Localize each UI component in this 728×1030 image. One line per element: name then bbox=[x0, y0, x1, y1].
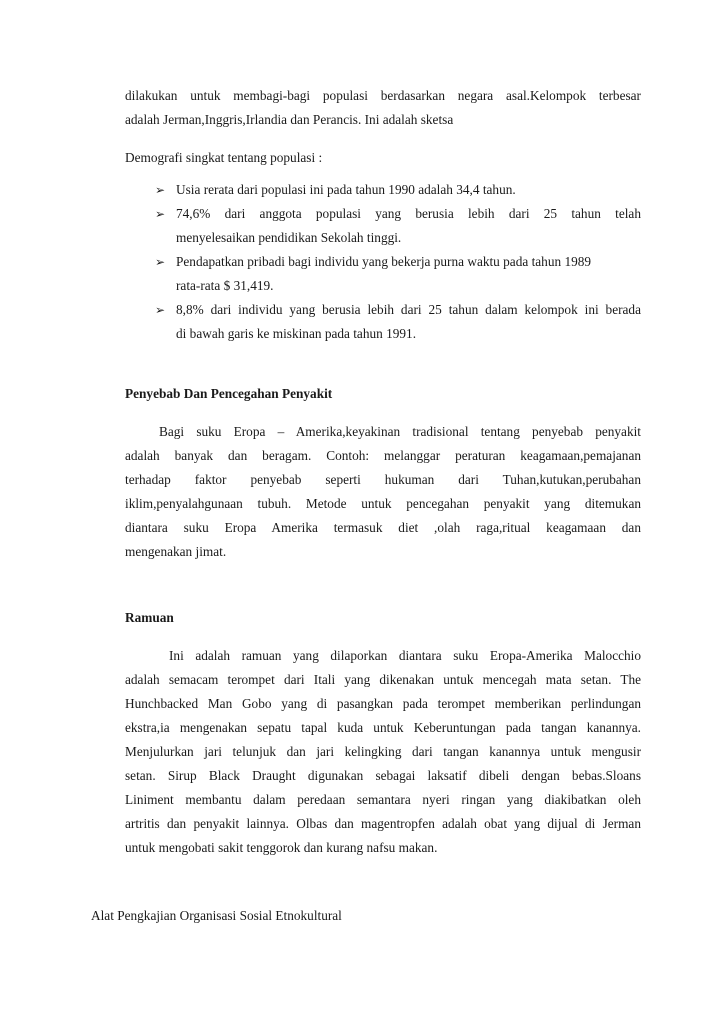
arrowhead-bullet-icon: ➢ bbox=[155, 255, 166, 269]
paragraph-line: untuk mengobati sakit tenggorok dan kurang nafsu makan. bbox=[125, 840, 438, 855]
arrowhead-bullet-icon: ➢ bbox=[155, 183, 166, 197]
list-item: ➢ Pendapatkan pribadi bagi individu yang bekerja purna waktu pada tahun 1989 rata-rata $ 31,419. bbox=[155, 250, 641, 298]
intro-paragraph bbox=[125, 84, 641, 132]
paragraph-line: adalah semacam terompet dari Itali yang dikenakan untuk mencegah mata setan. The bbox=[125, 672, 641, 687]
paragraph-line: iklim,penyalahgunaan tubuh. Metode untuk pencegahan penyakit yang ditemukan bbox=[125, 496, 641, 511]
ramuan-paragraph bbox=[125, 644, 641, 860]
section-heading-penyebab: Penyebab Dan Pencegahan Penyakit bbox=[125, 386, 333, 401]
list-item: ➢ Usia rerata dari populasi ini pada tahun 1990 adalah 34,4 tahun. bbox=[155, 178, 641, 202]
paragraph-line: ekstra,ia mengenakan sepatu tapal kuda untuk Keberuntungan pada tangan kanannya. bbox=[125, 720, 641, 735]
paragraph-line: Bagi suku Eropa – Amerika,keyakinan tradisional tentang penyebab penyakit bbox=[159, 424, 641, 439]
list-item: ➢ 8,8% dari individu yang berusia lebih dari 25 tahun dalam kelompok ini berada di bawah garis ke miskinan pada tahun 1991. bbox=[155, 298, 641, 346]
paragraph-line: artritis dan penyakit lainnya. Olbas dan magentropfen adalah obat yang dijual di Jerman bbox=[125, 816, 641, 831]
paragraph-line: Liniment membantu dalam peredaan semantara nyeri ringan yang diakibatkan oleh bbox=[125, 792, 641, 807]
arrowhead-bullet-icon: ➢ bbox=[155, 303, 166, 317]
paragraph-line: Hunchbacked Man Gobo yang di pasangkan pada terompet memberikan perlindungan bbox=[125, 696, 641, 711]
list-item: ➢ 74,6% dari anggota populasi yang berusia lebih dari 25 tahun telah menyelesaikan pendidikan Sekolah tinggi. bbox=[155, 202, 641, 250]
paragraph-line: Menjulurkan jari telunjuk dan jari kelingking dari tangan kanannya untuk mengusir bbox=[125, 744, 641, 759]
penyebab-paragraph bbox=[125, 420, 641, 564]
paragraph-line: Ini adalah ramuan yang dilaporkan diantara suku Eropa-Amerika Malocchio bbox=[169, 648, 641, 663]
paragraph-line: adalah Jerman,Inggris,Irlandia dan Perancis. Ini adalah sketsa bbox=[125, 112, 454, 127]
paragraph-line: diantara suku Eropa Amerika termasuk diet ,olah raga,ritual keagamaan dan bbox=[125, 520, 641, 535]
paragraph-line: mengenakan jimat. bbox=[125, 544, 227, 559]
paragraph-line: setan. Sirup Black Draught digunakan sebagai laksatif dibeli dengan bebas.Sloans bbox=[125, 768, 641, 783]
paragraph-line: dilakukan untuk membagi-bagi populasi berdasarkan negara asal.Kelompok terbesar bbox=[125, 88, 641, 103]
section-heading-ramuan: Ramuan bbox=[125, 610, 174, 625]
demografi-bullet-list bbox=[155, 178, 641, 346]
paragraph-line: adalah banyak dan beragam. Contoh: melanggar peraturan keagamaan,pemajanan bbox=[125, 448, 641, 463]
paragraph-line: terhadap faktor penyebab seperti hukuman dari Tuhan,kutukan,perubahan bbox=[125, 472, 641, 487]
demografi-label: Demografi singkat tentang populasi : bbox=[125, 150, 323, 165]
page-footer: Alat Pengkajian Organisasi Sosial Etnokultural bbox=[91, 908, 342, 923]
arrowhead-bullet-icon: ➢ bbox=[155, 207, 166, 221]
